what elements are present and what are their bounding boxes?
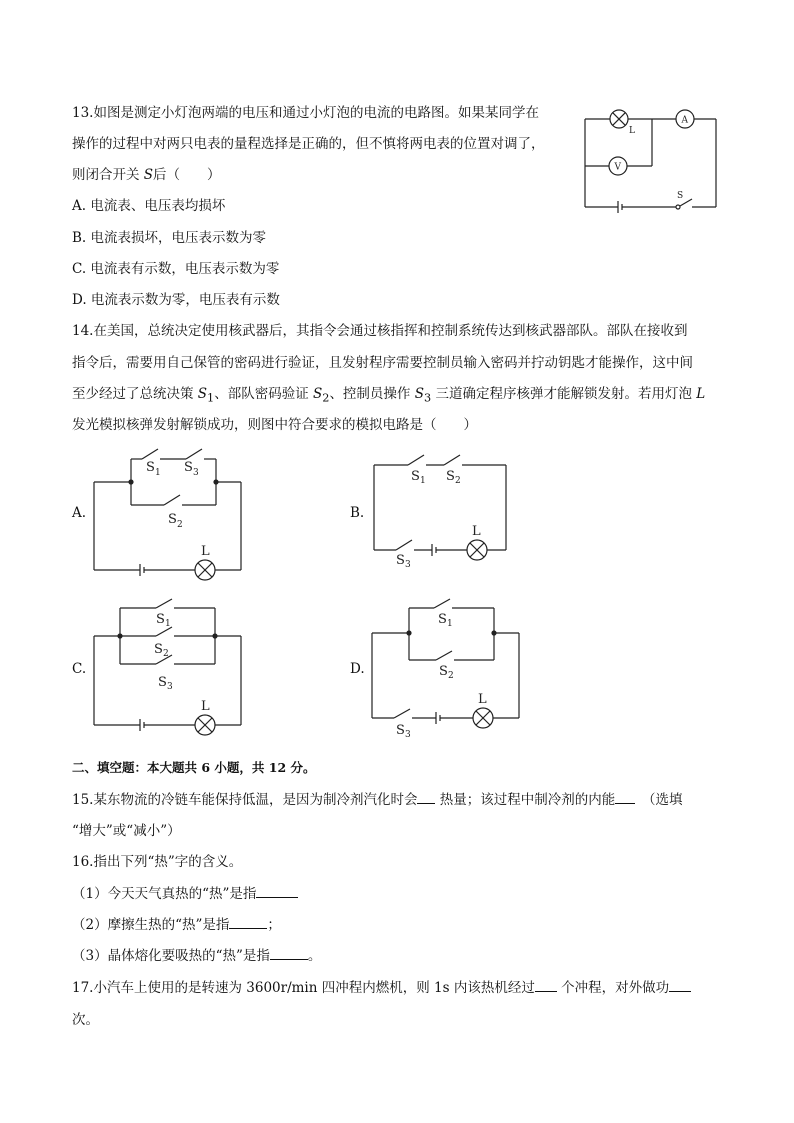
svg-text:S: S xyxy=(446,469,455,484)
q17-line1: 17.小汽车上使用的是转速为 3600r/min 四冲程内燃机，则 1s 内该热机经过 个冲程，对外做功 xyxy=(72,978,691,998)
svg-text:S: S xyxy=(146,460,155,475)
q14-circuit-c xyxy=(90,598,250,738)
q14-circuit-a xyxy=(90,445,250,585)
svg-text:1: 1 xyxy=(420,476,426,486)
svg-text:2: 2 xyxy=(448,671,454,681)
q16-line1: 16.指出下列“热”字的含义。 xyxy=(72,854,243,870)
q16-item-1: （1）今天天气真热的“热”是指 xyxy=(72,884,298,904)
q16-item-3: （3）晶体熔化要吸热的“热”是指 。 xyxy=(72,948,322,964)
section-2-title: 二、填空题：本大题共 6 小题，共 12 分。 xyxy=(72,760,316,775)
svg-text:S: S xyxy=(396,553,405,568)
lamp-icon xyxy=(473,708,493,728)
q13-line3: 则闭合开关 S后（ ） xyxy=(72,167,221,183)
svg-text:S: S xyxy=(158,675,167,690)
svg-text:L: L xyxy=(478,692,487,707)
q17-blank-1[interactable] xyxy=(535,978,557,992)
q14-circuit-d xyxy=(370,598,525,738)
q13-option-a: A. 电流表、电压表均损坏 xyxy=(72,198,226,214)
battery-icon xyxy=(140,564,144,576)
svg-text:3: 3 xyxy=(405,560,411,570)
svg-text:2: 2 xyxy=(455,476,461,486)
q17-line2: 次。 xyxy=(72,1012,99,1028)
q13-circuit-diagram xyxy=(580,104,720,214)
svg-text:3: 3 xyxy=(193,468,199,478)
q13-line1: 13.如图是测定小灯泡两端的电压和通过小灯泡的电流的电路图。如果某同学在 xyxy=(72,105,539,121)
svg-text:S: S xyxy=(154,642,163,657)
q13-option-d: D. 电流表示数为零，电压表有示数 xyxy=(72,292,280,308)
svg-text:S: S xyxy=(156,612,165,627)
q16-blank-1[interactable] xyxy=(256,884,298,898)
svg-text:3: 3 xyxy=(167,682,173,692)
svg-text:V: V xyxy=(614,162,621,173)
q14-line1: 14.在美国，总统决定使用核武器后，其指令会通过核指挥和控制系统传达到核武器部队。部队在接收到 xyxy=(72,323,688,339)
q14-circuit-b xyxy=(370,445,515,575)
q16-item-2: （2）摩擦生热的“热”是指 ； xyxy=(72,917,281,933)
svg-text:1: 1 xyxy=(447,619,453,629)
svg-text:S: S xyxy=(411,469,420,484)
q14-option-label-a: A. xyxy=(72,505,87,521)
q14-line2: 指令后，需要用自己保管的密码进行验证，且发射程序需要控制员输入密码并拧动钥匙才能操作，这中间 xyxy=(72,355,693,371)
q14-line3: 至少经过了总统决策 $S_1$、部队密码验证 $S_2$、控制员操作 $S_3$ 三道确定程序核弹才能解锁发射。若用灯泡 L xyxy=(72,386,706,405)
q14-option-label-c: C. xyxy=(72,661,87,677)
svg-text:L: L xyxy=(201,699,210,714)
battery-icon xyxy=(140,719,144,731)
lamp-icon xyxy=(610,110,628,128)
svg-text:S: S xyxy=(439,664,448,679)
q15-line1: 15.某东物流的冷链车能保持低温，是因为制冷剂汽化时会 热量；该过程中制冷剂的内能 （选填 xyxy=(72,792,683,808)
q13-option-c: C. 电流表有示数，电压表示数为零 xyxy=(72,261,280,277)
lamp-icon xyxy=(195,715,215,735)
svg-text:1: 1 xyxy=(155,468,161,478)
q15-line2: “增大”或“减小”） xyxy=(72,823,181,839)
q16-blank-2[interactable] xyxy=(229,915,267,929)
lamp-icon xyxy=(467,540,487,560)
svg-text:L: L xyxy=(472,524,481,539)
svg-text:2: 2 xyxy=(163,649,169,659)
q14-option-label-b: B. xyxy=(350,505,365,521)
svg-text:1: 1 xyxy=(165,619,171,629)
svg-text:S: S xyxy=(184,460,193,475)
q15-blank-2[interactable] xyxy=(615,790,635,804)
svg-text:S: S xyxy=(396,723,405,738)
q16-blank-3[interactable] xyxy=(270,946,308,960)
q13-option-b: B. 电流表损坏，电压表示数为零 xyxy=(72,230,267,246)
q14-line4: 发光模拟核弹发射解锁成功，则图中符合要求的模拟电路是（ ） xyxy=(72,417,477,433)
q13-line2: 操作的过程中对两只电表的量程选择是正确的，但不慎将两电表的位置对调了， xyxy=(72,136,545,152)
svg-text:S: S xyxy=(438,612,447,627)
svg-text:S: S xyxy=(168,512,177,527)
battery-icon xyxy=(618,201,622,213)
svg-text:L: L xyxy=(201,544,210,559)
svg-text:A: A xyxy=(681,115,688,126)
q17-blank-2[interactable] xyxy=(669,978,691,992)
svg-text:3: 3 xyxy=(405,730,411,740)
lamp-icon xyxy=(195,560,215,580)
svg-text:S: S xyxy=(677,191,684,201)
svg-text:2: 2 xyxy=(177,520,183,530)
battery-icon xyxy=(432,544,436,556)
q14-option-label-d: D. xyxy=(350,661,365,677)
q15-blank-1[interactable] xyxy=(417,790,435,804)
svg-text:L: L xyxy=(629,126,635,136)
battery-icon xyxy=(436,712,440,724)
